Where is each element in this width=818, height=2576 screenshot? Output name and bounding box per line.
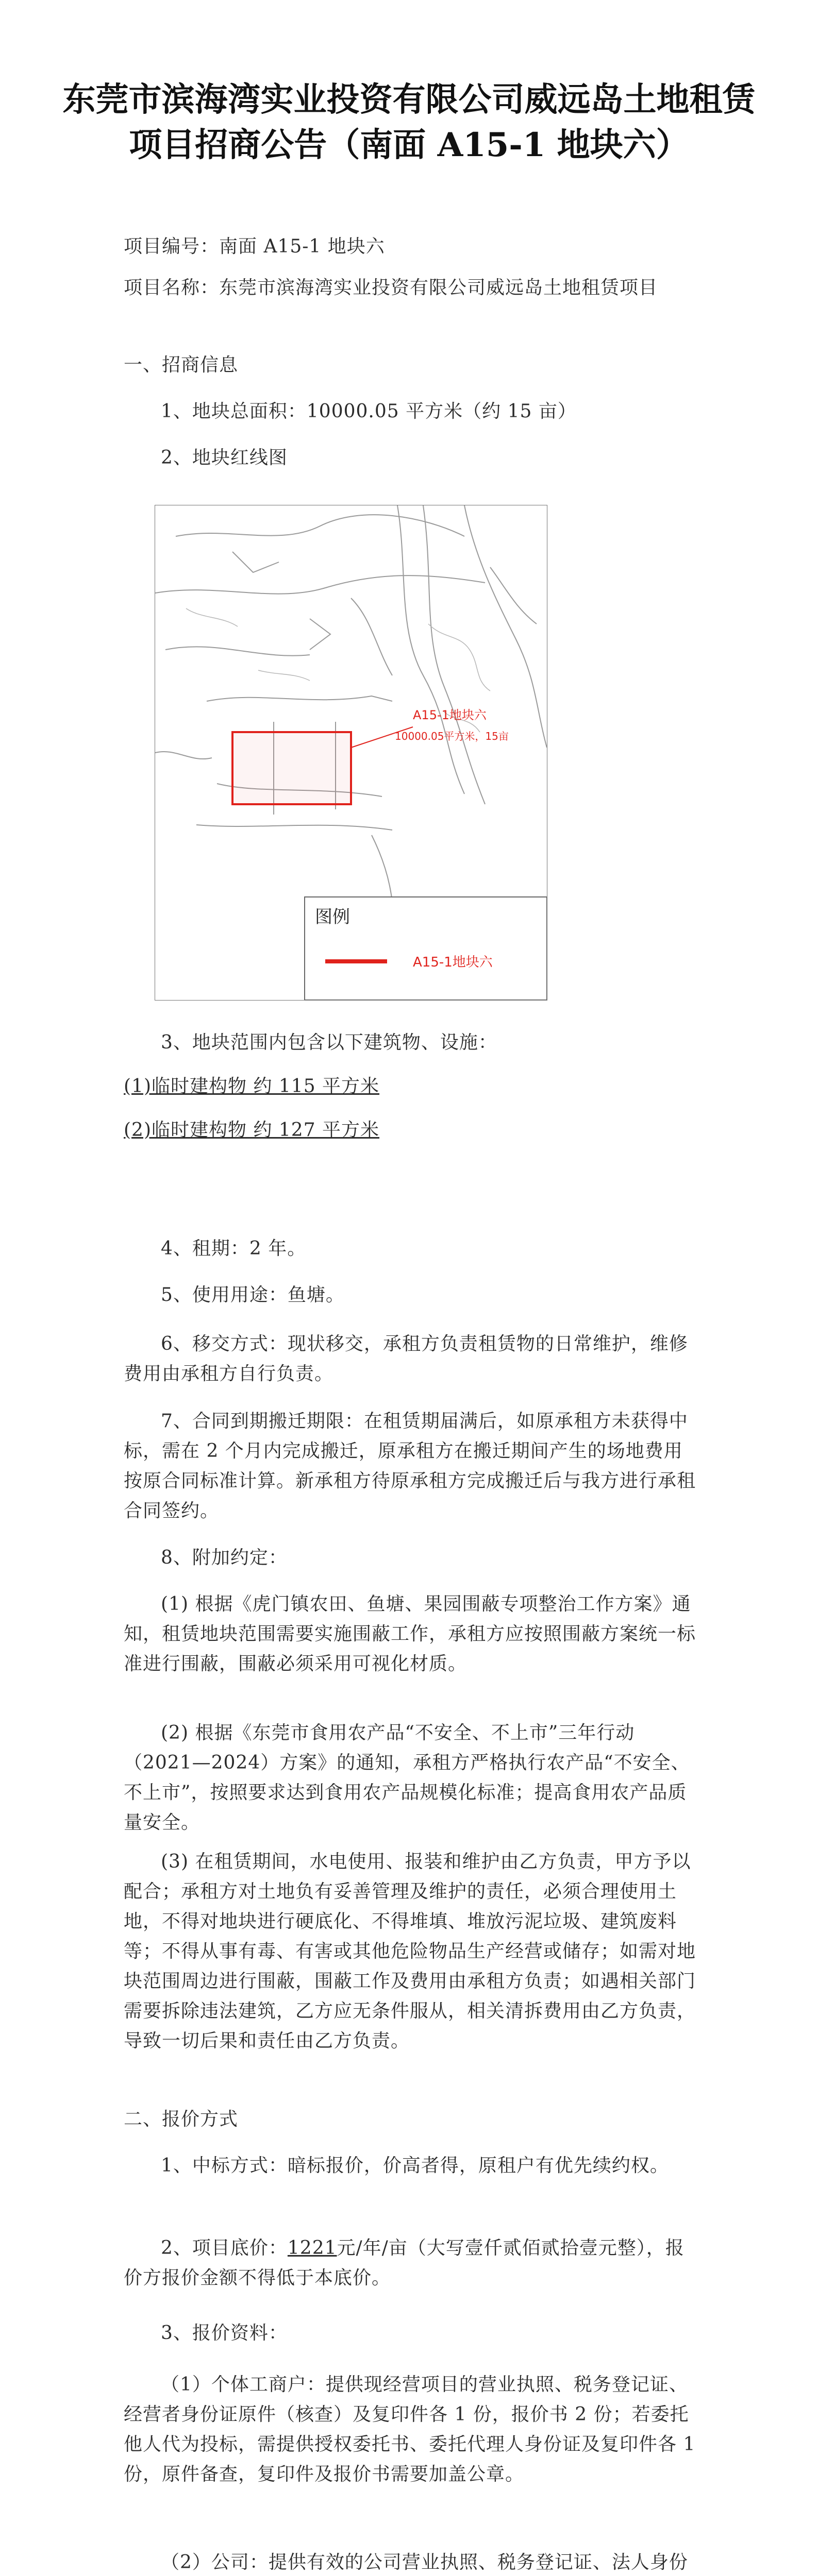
base-price-value: 1221 [287,2238,337,2259]
map-linework [155,505,547,948]
legend-title: 图例 [315,907,350,927]
callout-parcel-name: A15-1地块六 [413,708,487,722]
page-title: 东莞市滨海湾实业投资有限公司威远岛土地租赁项目招商公告（南面 A15-1 地块六） [62,80,756,164]
legend-label: A15-1地块六 [413,955,493,970]
site-map-heading: 2、地块红线图 [161,447,288,468]
section-2-heading: 二、报价方式 [124,2109,239,2130]
structure-1: (1)临时建构物 约 115 平方米 [124,1076,380,1097]
additional-terms-heading: 8、附加约定： [161,1547,288,1568]
term-3: (3) 在租赁期间，水电使用、报装和维护由乙方负责，甲方予以配合；承租方对土地负有妥善管理及维护的责任，必须合理使用土地，不得对地块进行硬底化、不得堆填、堆放污泥垃圾、建筑废料等；不得从事有毒、有害或其他危险物品生产经营或储存；如需对地块范围周边进行围蔽，围蔽工作及费用由承租方负责；如遇相关部门需要拆除违法建筑，乙方应无条件服从，相关清拆费用由乙方负责，导致一切后果和责任由乙方负责。 [124,1851,696,2052]
callout-parcel-area: 10000.05平方米，15亩 [395,730,509,742]
project-number: 项目编号：南面 A15-1 地块六 [124,236,385,257]
relocation-deadline: 7、合同到期搬迁期限：在租赁期届满后，如原承租方未获得中标，需在 2 个月内完成搬迁，原承租方在搬迁期间产生的场地费用按原合同标准计算。新承租方待原承租方完成搬迁后与我方进行承租合同签约。 [124,1411,696,1521]
base-price [124,2233,696,2293]
docs-company: （2）公司：提供有效的公司营业执照、税务登记证、法人身份 [161,2552,688,2573]
bid-method: 1、中标方式：暗标报价，价高者得，原租户有优先续约权。 [161,2155,669,2176]
structures-heading: 3、地块范围内包含以下建筑物、设施： [161,1032,497,1053]
handover: 6、移交方式：现状移交，承租方负责租赁物的日常维护，维修费用由承租方自行负责。 [124,1333,688,1384]
bid-documents-heading: 3、报价资料： [161,2323,288,2344]
site-redline-map [155,505,547,1001]
base-price-suffix: 元/年/亩（大写壹仟贰佰贰拾壹元整），报价方报价金额不得低于本底价。 [124,2238,685,2289]
parcel-boundary [232,732,351,804]
lease-term: 4、租期：2 年。 [161,1238,307,1259]
term-1: (1) 根据《虎门镇农田、鱼塘、果园围蔽专项整治工作方案》通知，租赁地块范围需要实施围蔽工作，承租方应按照围蔽方案统一标准进行围蔽，围蔽必须采用可视化材质。 [124,1594,696,1674]
docs-individual-business: （1）个体工商户：提供现经营项目的营业执照、税务登记证、经营者身份证原件（核查）及复印件各 1 份，报价书 2 份；若委托他人代为投标，需提供授权委托书、委托代理人身份证及复印件各 1 份，原件备查，复印件及报价书需要加盖公章。 [124,2374,696,2485]
section-1-heading: 一、招商信息 [124,354,239,376]
structure-2: (2)临时建构物 约 127 平方米 [124,1120,380,1141]
site-area: 1、地块总面积：10000.05 平方米（约 15 亩） [161,401,577,422]
map-drawing [155,505,547,1000]
base-price-prefix: 2、项目底价： [161,2238,288,2259]
term-2: (2) 根据《东莞市食用农产品“不安全、不上市”三年行动（2021—2024）方案》的通知，承租方严格执行农产品“不安全、不上市”，按照要求达到食用农产品规模化标准；提高食用农产品质量安全。 [124,1722,690,1833]
project-name: 项目名称：东莞市滨海湾实业投资有限公司威远岛土地租赁项目 [124,277,658,298]
usage: 5、使用用途：鱼塘。 [161,1284,345,1306]
